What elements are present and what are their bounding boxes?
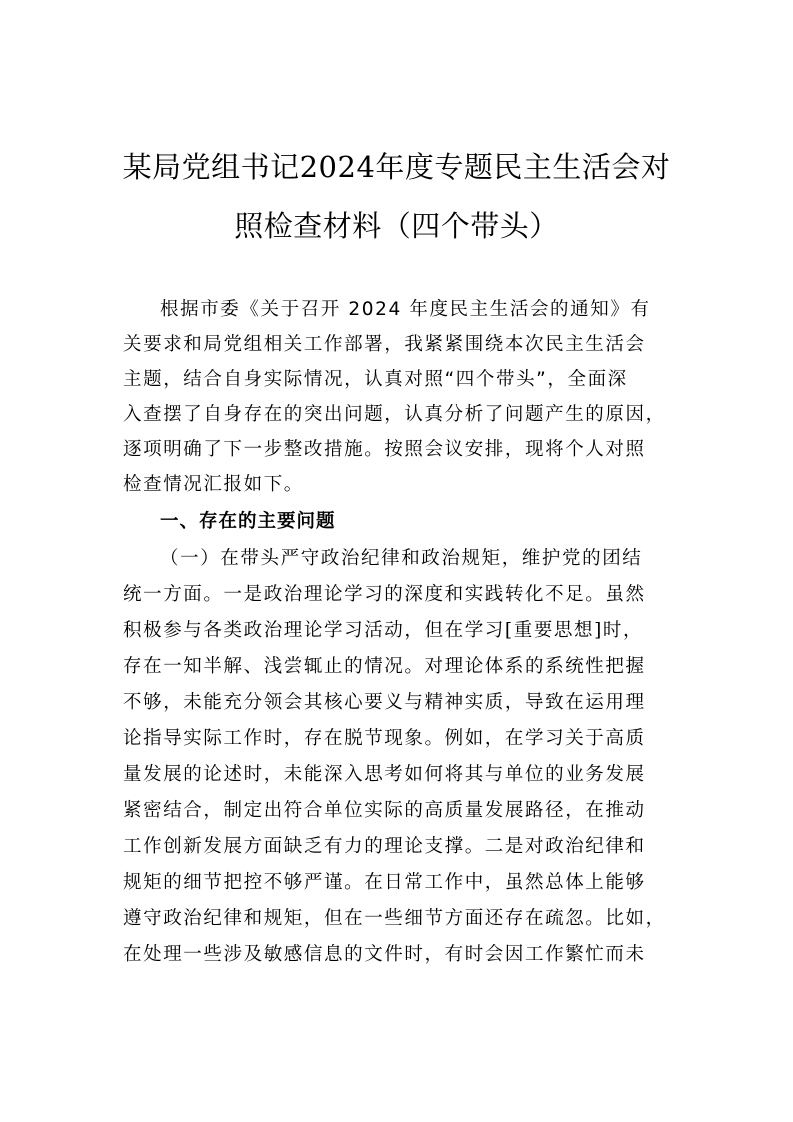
- paragraph-line: 根据市委《关于召开 2024 年度民主生活会的通知》有: [160, 299, 651, 320]
- paragraph-line: 紧密结合，制定出符合单位实际的高质量发展路径，在推动: [123, 800, 646, 821]
- paragraph-line: 遵守政治纪律和规矩，但在一些细节方面还存在疏忽。比如，: [123, 908, 666, 929]
- document-title-line-1: 某局党组书记2024年度专题民主生活会对: [122, 150, 671, 184]
- paragraph-line: 量发展的论述时，未能深入思考如何将其与单位的业务发展: [123, 764, 646, 785]
- paragraph-line: 主题，结合自身实际情况，认真对照“四个带头”，全面深: [123, 369, 628, 390]
- paragraph-line: 关要求和局党组相关工作部署，我紧紧围绕本次民主生活会: [123, 334, 646, 355]
- document-title-line-2: 照检查材料（四个带头）: [234, 209, 559, 243]
- paragraph-line: 积极参与各类政治理论学习活动，但在学习[重要思想]时，: [123, 620, 644, 641]
- paragraph-line: 规矩的细节把控不够严谨。在日常工作中，虽然总体上能够: [123, 872, 646, 893]
- paragraph-line: 论指导实际工作时，存在脱节现象。例如，在学习关于高质: [123, 728, 646, 749]
- paragraph-line: 存在一知半解、浅尝辄止的情况。对理论体系的系统性把握: [123, 656, 646, 677]
- paragraph-line: 逐项明确了下一步整改措施。按照会议安排，现将个人对照: [123, 439, 646, 460]
- paragraph-line: （一）在带头严守政治纪律和政治规矩，维护党的团结: [160, 548, 643, 569]
- paragraph-line: 统一方面。一是政治理论学习的深度和实践转化不足。虽然: [123, 584, 646, 605]
- paragraph-line: 不够，未能充分领会其核心要义与精神实质，导致在运用理: [123, 692, 646, 713]
- paragraph-line: 检查情况汇报如下。: [123, 474, 304, 495]
- section-heading: 一、存在的主要问题: [160, 511, 336, 532]
- paragraph-line: 入查摆了自身存在的突出问题，认真分析了问题产生的原因，: [123, 404, 666, 425]
- paragraph-line: 在处理一些涉及敏感信息的文件时，有时会因工作繁忙而未: [123, 944, 646, 965]
- paragraph-line: 工作创新发展方面缺乏有力的理论支撑。二是对政治纪律和: [123, 836, 646, 857]
